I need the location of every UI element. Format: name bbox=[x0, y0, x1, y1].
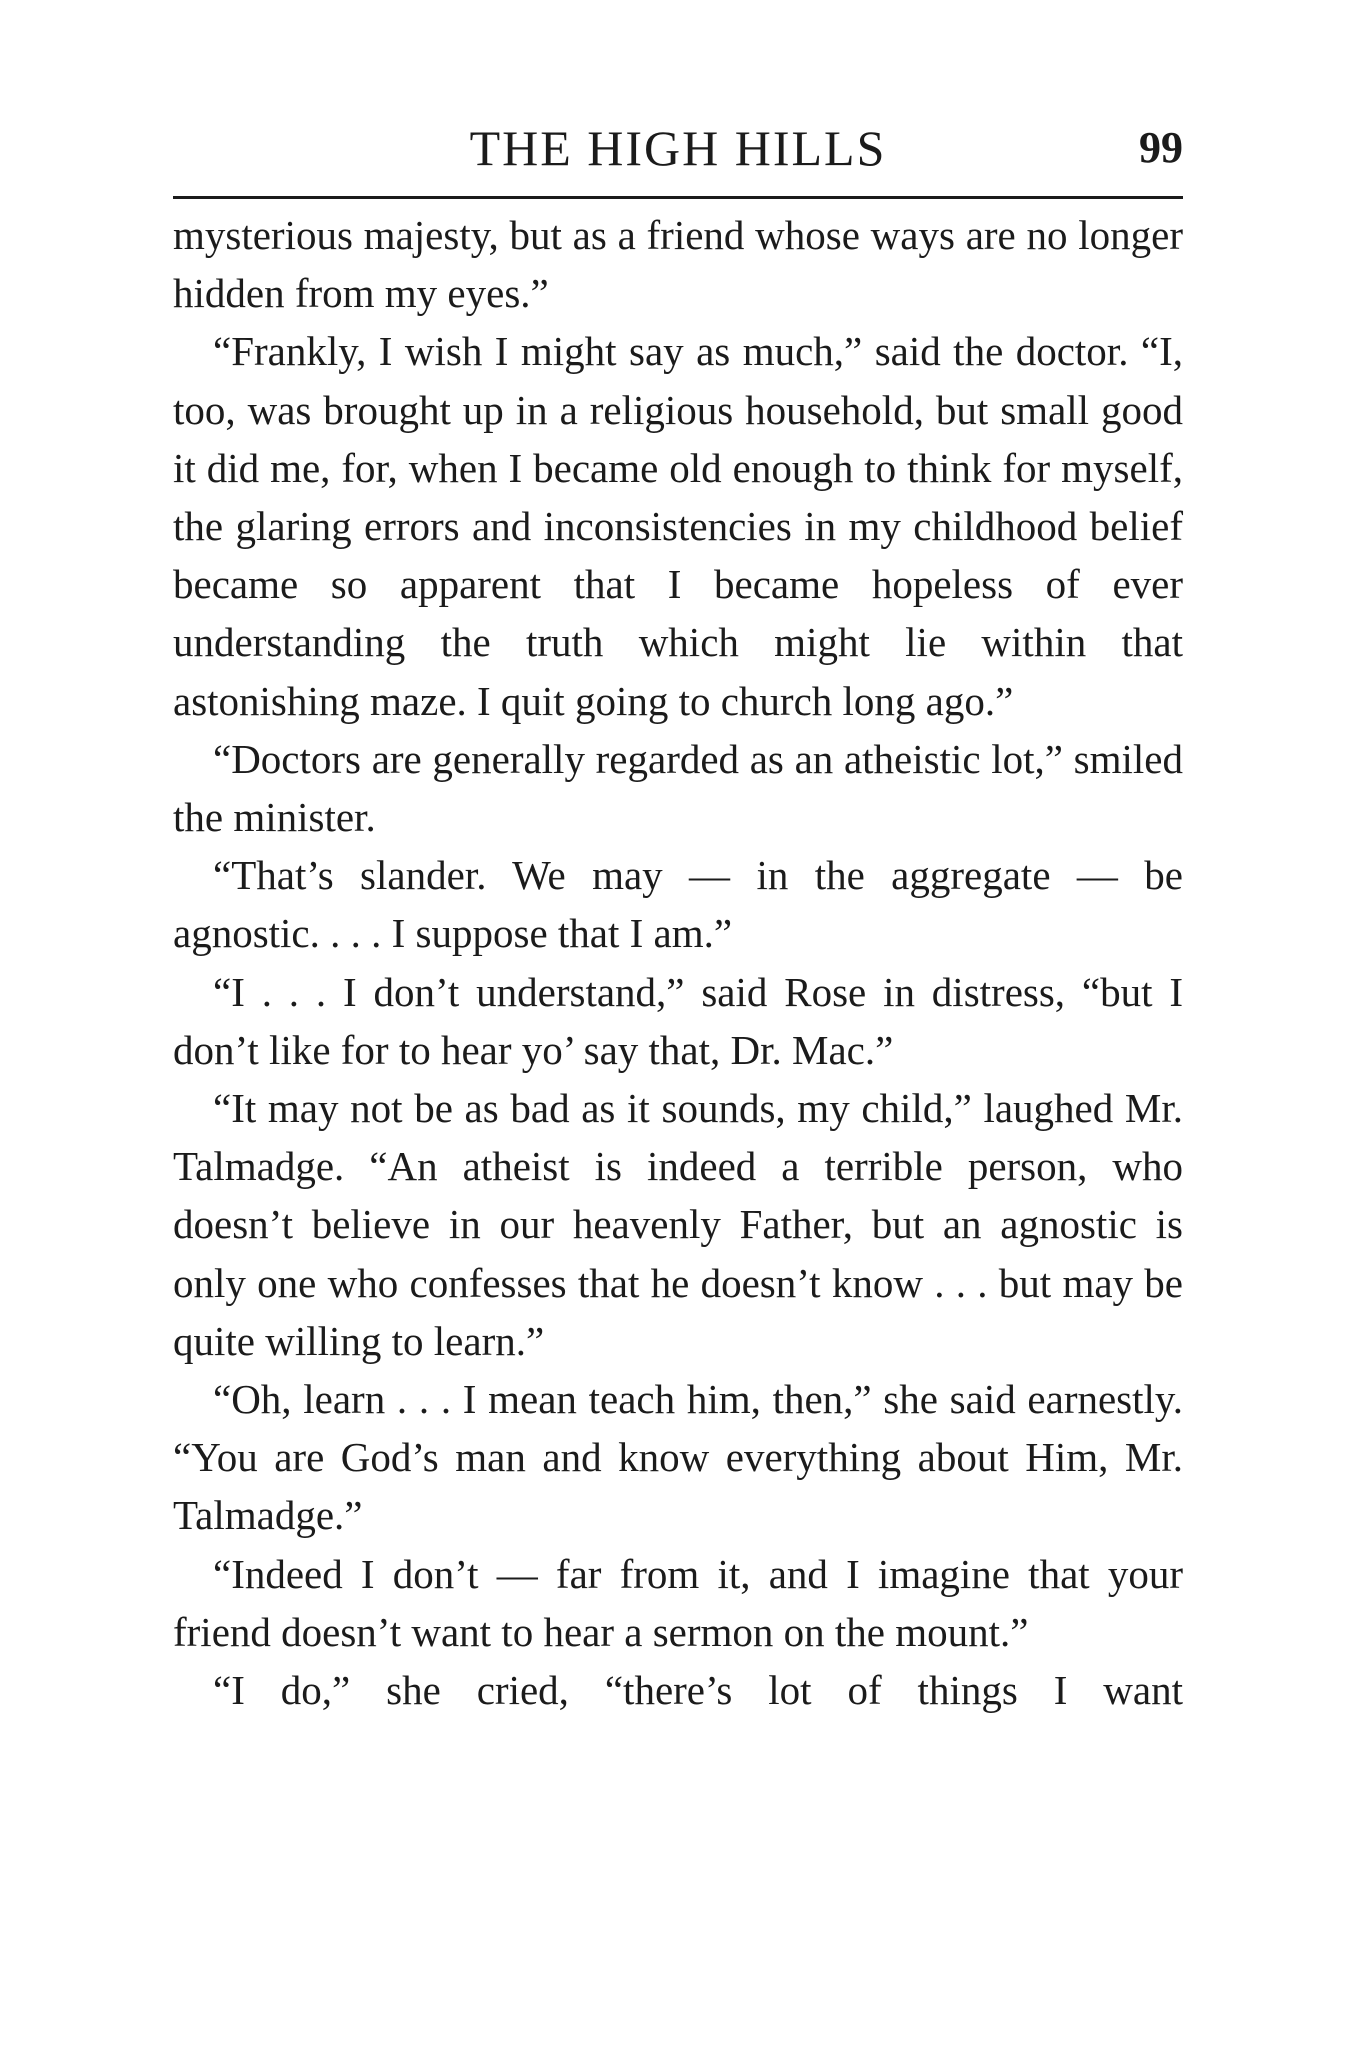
paragraph: “Doctors are generally regarded as an atheistic lot,” smiled the minister. bbox=[173, 735, 1183, 841]
page-header bbox=[173, 118, 1183, 188]
paragraph: “I . . . I don’t understand,” said Rose in distress, “but I don’t like for to hear yo’ say that, Dr. Mac.” bbox=[173, 968, 1183, 1073]
running-title: THE HIGH HILLS bbox=[469, 120, 887, 176]
body-text bbox=[173, 206, 1183, 1719]
paragraph: “Oh, learn . . . I mean teach him, then,” she said earnestly. “You are God’s man and know everything about Him, Mr. Talmadge.” bbox=[173, 1376, 1183, 1539]
paragraph: “I do,” she cried, “there’s lot of things I want bbox=[213, 1667, 1183, 1714]
paragraph: mysterious majesty, but as a friend whose ways are no longer hidden from my eyes.” bbox=[173, 212, 1183, 317]
page-number: 99 bbox=[1139, 123, 1183, 172]
paragraph: “Indeed I don’t — far from it, and I imagine that your friend doesn’t want to hear a sermon on the mount.” bbox=[173, 1550, 1183, 1655]
paragraph: “It may not be as bad as it sounds, my child,” laughed Mr. Talmadge. “An atheist is indeed a terrible person, who doesn’t believe in our heavenly Father, but an agnostic is only one who confesses that he doesn’t know . . . but may be quite willing to learn.” bbox=[173, 1085, 1183, 1364]
paragraph: “Frankly, I wish I might say as much,” said the doctor. “I, too, was brought up in a religious household, but small good it did me, for, when I became old enough to think for myself, the glaring errors and inconsistencies in my childhood belief became so apparent that I became hopeless of ever understanding the truth which might lie within that astonishing maze. I quit going to church long ago.” bbox=[173, 328, 1183, 724]
paragraph: “That’s slander. We may — in the aggregate — be agnostic. . . . I suppose that I am.” bbox=[173, 852, 1183, 957]
header-rule bbox=[173, 196, 1183, 199]
